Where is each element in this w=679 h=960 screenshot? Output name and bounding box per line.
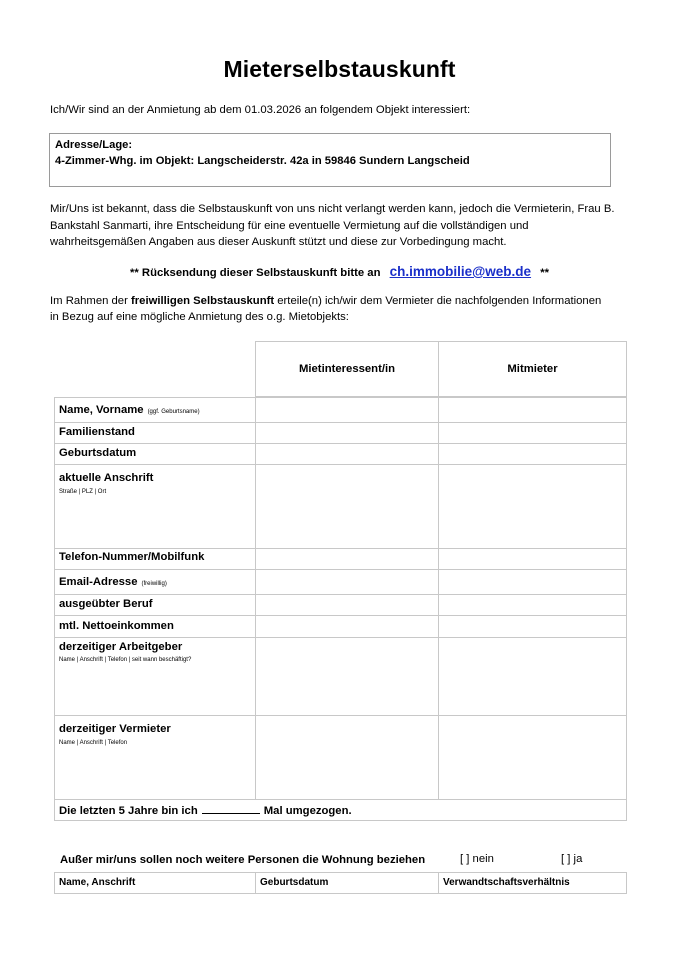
row-label-landlord: derzeitiger Vermieter <box>59 723 171 735</box>
row-divider <box>54 443 627 444</box>
col-header-cotenant-label: Mitmieter <box>507 363 558 375</box>
row-divider <box>54 422 627 423</box>
col-divider-2 <box>438 397 439 800</box>
address-box <box>49 133 611 187</box>
row-label-employer: derzeitiger Arbeitgeber <box>59 641 183 653</box>
moves-after: Mal umgezogen. <box>263 805 352 817</box>
return-suffix: ** <box>540 267 549 279</box>
row-divider <box>54 715 627 716</box>
row-divider <box>54 637 627 638</box>
frame-text <box>50 294 640 325</box>
row-label-marital-status: Familienstand <box>59 426 135 438</box>
row-label-current-address: aktuelle Anschrift <box>59 472 154 484</box>
moves-count-field[interactable] <box>202 802 260 814</box>
page-title: Mieterselbstauskunft <box>223 56 456 82</box>
row-label-phone: Telefon-Nummer/Mobilfunk <box>59 551 205 563</box>
return-notice <box>0 264 679 279</box>
col-header-tenant-label: Mietinteressent/in <box>298 363 396 375</box>
notice-text: Mir/Uns ist bekannt, dass die Selbstauskunft von uns nicht verlangt werden kann, jedoch die Vermieterin, Frau B. Bankstahl Sanmarti, ihre Entscheidung für eine eventuelle Vermietung auf die vollständigen und wahrheitsgemäßen Angaben aus dieser Auskunft stützt und diese zur Vorbedingung macht. <box>50 203 615 248</box>
frame-before: Im Rahmen der <box>50 295 131 307</box>
row-hint-name: (ggf. Geburtsname) <box>147 409 200 415</box>
row-label-net-income: mtl. Nettoeinkommen <box>59 620 174 632</box>
frame-bold: freiwilligen Selbstauskunft <box>131 295 275 307</box>
frame-after: erteile(n) ich/wir dem Vermieter die nachfolgenden Informationen <box>274 295 602 307</box>
persons-header-name: Name, Anschrift <box>59 877 136 888</box>
row-divider <box>54 615 627 616</box>
additional-persons-question: Außer mir/uns sollen noch weitere Personen die Wohnung beziehen <box>60 854 426 866</box>
row-divider <box>54 464 627 465</box>
persons-header-birthdate: Geburtsdatum <box>260 877 329 888</box>
moves-row <box>59 802 352 817</box>
col-header-tenant <box>255 341 439 397</box>
row-label-email <box>59 576 167 588</box>
frame-line2: in Bezug auf eine mögliche Anmietung des o.g. Mietobjekts: <box>50 310 349 323</box>
row-sub-current-address: Straße | PLZ | Ort <box>59 489 107 495</box>
persons-col-divider <box>438 872 439 894</box>
address-label: Adresse/Lage: <box>55 139 133 151</box>
row-divider <box>54 594 627 595</box>
persons-col-divider <box>255 872 256 894</box>
return-prefix: ** Rücksendung dieser Selbstauskunft bitte an <box>130 267 381 279</box>
intro-text: Ich/Wir sind an der Anmietung ab dem 01.03.2026 an folgendem Objekt interessiert: <box>50 104 471 116</box>
row-divider <box>54 799 627 800</box>
row-label-profession: ausgeübter Beruf <box>59 598 153 610</box>
col-divider-1 <box>255 397 256 800</box>
row-divider <box>54 548 627 549</box>
row-label-name <box>59 404 200 416</box>
moves-before: Die letzten 5 Jahre bin ich <box>59 805 198 817</box>
row-label-birthdate: Geburtsdatum <box>59 447 137 459</box>
row-divider <box>54 569 627 570</box>
persons-header-relation: Verwandtschaftsverhältnis <box>443 877 570 888</box>
row-sub-employer: Name | Anschrift | Telefon | seit wann beschäftigt? <box>59 657 192 663</box>
row-label-email-text: Email-Adresse <box>59 576 138 588</box>
address-value: 4-Zimmer-Whg. im Objekt: Langscheiderstr. 42a in 59846 Sundern Langscheid <box>55 155 470 167</box>
row-label-name-text: Name, Vorname <box>59 404 144 416</box>
row-sub-landlord: Name | Anschrift | Telefon <box>59 740 128 746</box>
email-link[interactable]: ch.immobilie@web.de <box>389 264 532 279</box>
option-yes-checkbox[interactable]: [ ] ja <box>561 853 583 865</box>
option-no-checkbox[interactable]: [ ] nein <box>460 853 494 865</box>
row-hint-email: (freiwillig) <box>141 581 167 587</box>
col-header-cotenant <box>438 341 627 397</box>
